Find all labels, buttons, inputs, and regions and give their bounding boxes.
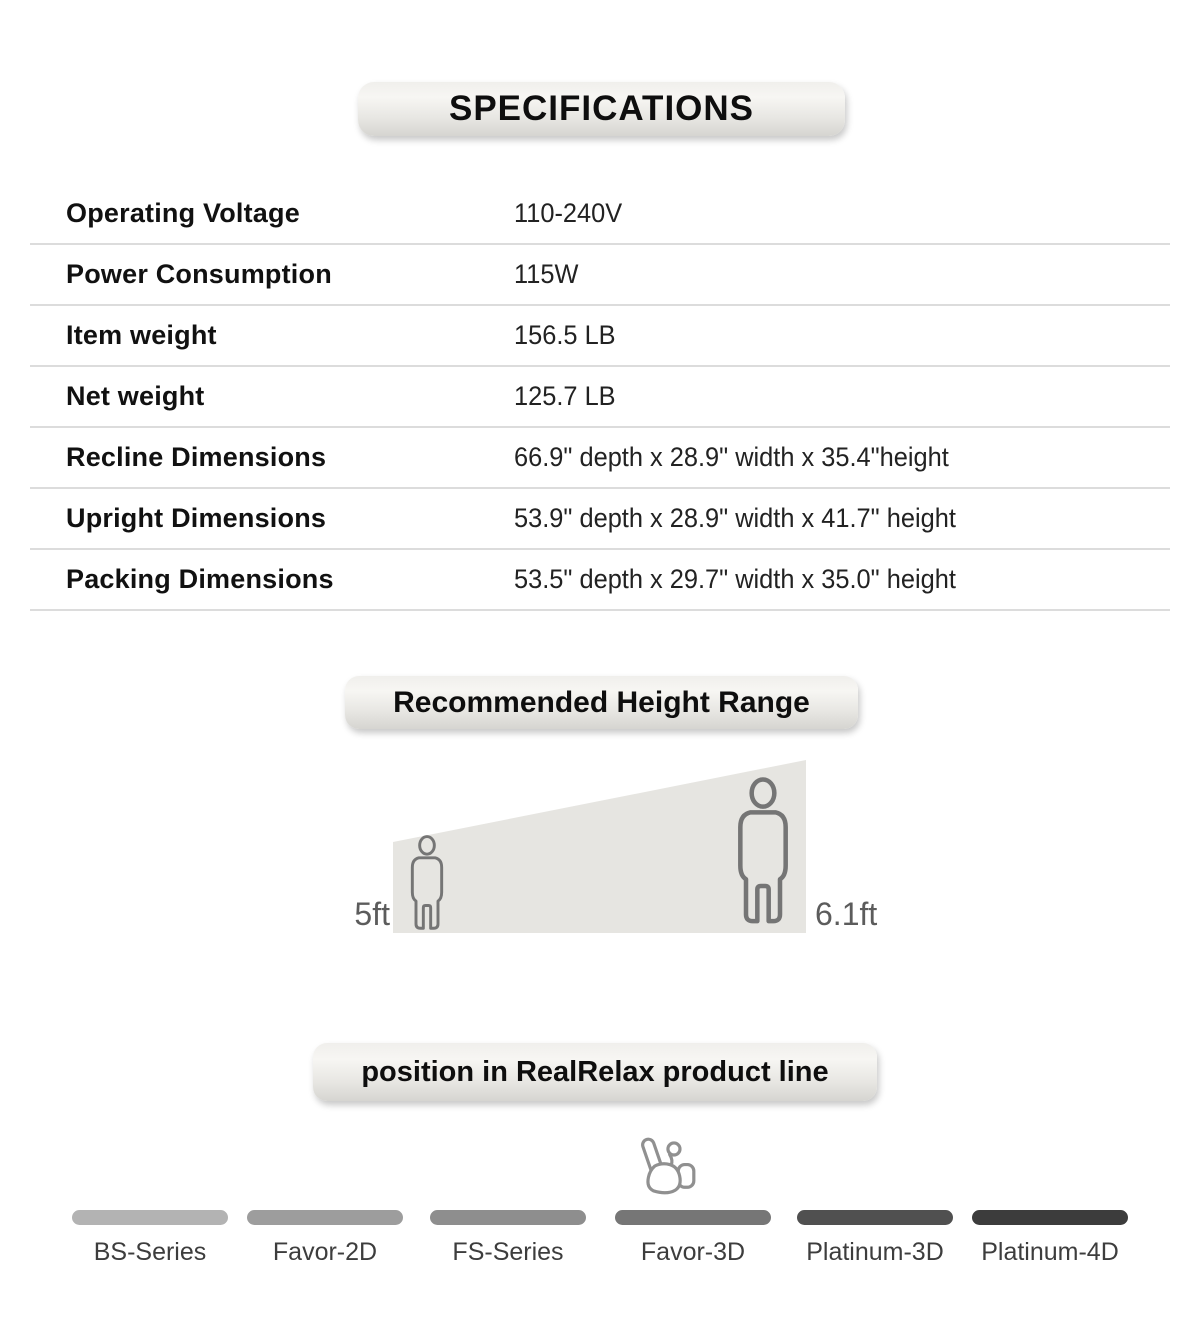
table-row <box>30 184 1170 245</box>
height-range-band <box>0 750 1200 945</box>
spec-label: Upright Dimensions <box>66 503 327 533</box>
product-label: Favor-2D <box>272 1238 378 1266</box>
product-label: BS-Series <box>93 1238 207 1266</box>
spec-label: Operating Voltage <box>66 198 300 228</box>
height-range-header-pill <box>345 676 858 729</box>
spec-label: Recline Dimensions <box>66 442 327 472</box>
product-line-header-pill <box>313 1043 877 1101</box>
table-row <box>30 245 1170 306</box>
spec-label: Item weight <box>66 320 217 350</box>
spec-value: 115W <box>514 259 579 289</box>
table-row <box>30 367 1170 428</box>
spec-value: 125.7 LB <box>514 381 616 411</box>
product-label: FS-Series <box>452 1238 564 1266</box>
spec-label: Packing Dimensions <box>66 564 334 594</box>
spec-value: 66.9" depth x 28.9" width x 35.4"height <box>514 442 949 472</box>
product-bar <box>247 1210 403 1225</box>
table-row <box>30 489 1170 550</box>
spec-value: 53.9" depth x 28.9" width x 41.7" height <box>514 503 956 533</box>
spec-value: 110-240V <box>514 198 623 228</box>
spec-label: Net weight <box>66 381 205 411</box>
product-bar <box>72 1210 228 1225</box>
table-row <box>30 428 1170 489</box>
table-row <box>30 306 1170 367</box>
spec-label: Power Consumption <box>66 259 332 289</box>
specifications-title: SPECIFICATIONS <box>448 89 755 128</box>
spec-value: 156.5 LB <box>514 320 616 350</box>
product-label: Platinum-3D <box>806 1238 944 1266</box>
spec-table <box>30 184 1170 611</box>
product-label: Favor-3D <box>640 1238 746 1266</box>
product-bar <box>430 1210 586 1225</box>
person-small-icon <box>405 835 449 932</box>
table-row <box>30 550 1170 611</box>
height-range-title: Recommended Height Range <box>393 685 810 719</box>
height-max-label: 6.1ft <box>815 896 878 932</box>
product-line-section <box>0 1115 1200 1295</box>
spec-value: 53.5" depth x 29.7" width x 35.0" height <box>514 564 956 594</box>
recliner-chair-icon <box>630 1125 708 1207</box>
product-bar <box>797 1210 953 1225</box>
specifications-header-pill <box>358 82 845 136</box>
product-bar-highlighted <box>615 1210 771 1225</box>
product-label: Platinum-4D <box>981 1238 1119 1266</box>
person-large-icon <box>729 777 797 927</box>
product-bar <box>972 1210 1128 1225</box>
product-line-title: position in RealRelax product line <box>361 1055 829 1088</box>
height-min-label: 5ft <box>354 896 390 932</box>
height-range-section <box>0 750 1200 945</box>
